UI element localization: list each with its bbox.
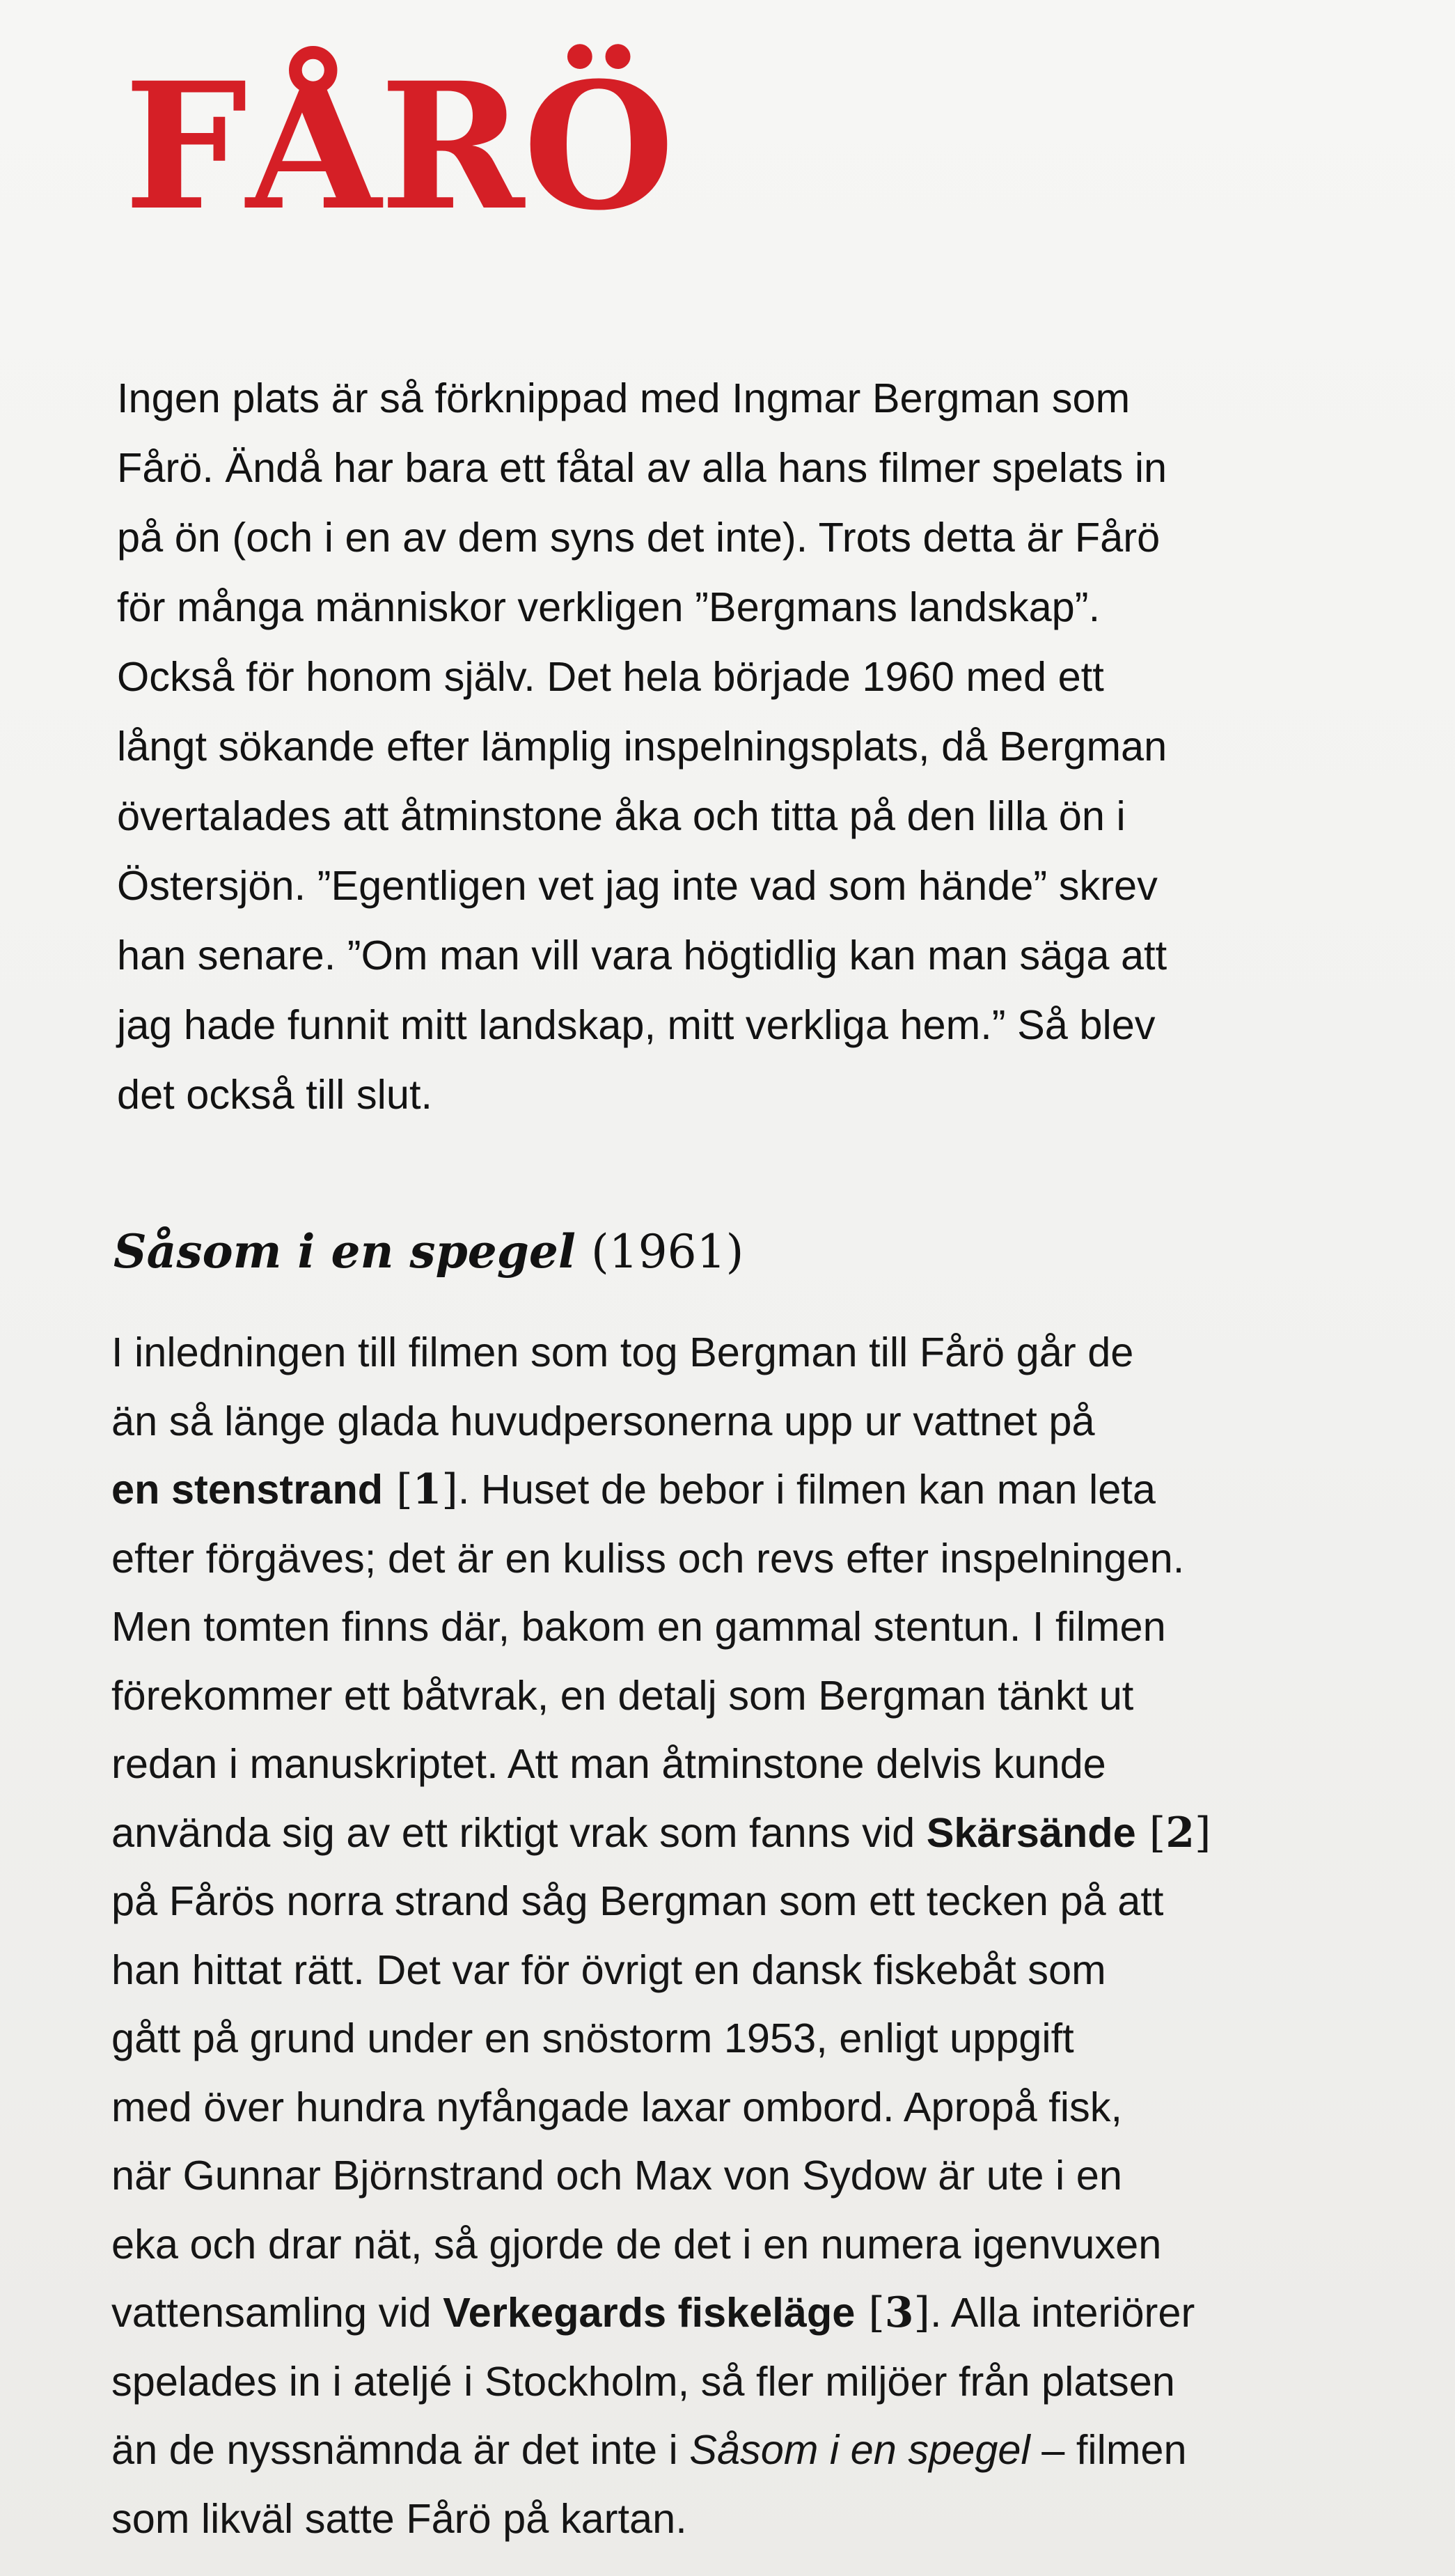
body-line: en stenstrand [1]. Huset de bebor i filmen kan man leta <box>111 1465 1156 1514</box>
body-line: med över hundra nyfångade laxar ombord. Apropå fisk, <box>111 2083 1122 2130</box>
intro-line: han senare. ”Om man vill vara högtidlig kan man säga att <box>117 932 1167 978</box>
body-line: I inledningen till filmen som tog Bergman till Fårö går de <box>111 1329 1134 1375</box>
intro-paragraph <box>117 364 1426 1130</box>
body-line: vattensamling vid Verkegards fiskeläge [3]. Alla interiörer <box>111 2288 1195 2337</box>
body-line: efter förgäves; det är en kuliss och revs efter inspelningen. <box>111 1534 1185 1582</box>
intro-line: Också för honom själv. Det hela började 1960 med ett <box>117 653 1104 700</box>
body-line: än så länge glada huvudpersonerna upp ur vattnet på <box>111 1397 1095 1444</box>
map-ref-3: [3] <box>855 2288 930 2337</box>
body-line: gått på grund under en snöstorm 1953, enligt uppgift <box>111 2015 1074 2061</box>
map-ref-1: [1] <box>383 1465 458 1514</box>
intro-line: långt sökande efter lämplig inspelningsplats, då Bergman <box>117 723 1167 770</box>
body-line: på Fårös norra strand såg Bergman som ett tecken på att <box>111 1878 1164 1924</box>
film-year: (1961) <box>590 1225 744 1279</box>
place-name-verkegards: Verkegards fiskeläge <box>443 2289 856 2336</box>
body-line: än de nyssnämnda är det inte i Såsom i en spegel – filmen <box>111 2426 1187 2473</box>
section-heading <box>113 1224 744 1279</box>
page-title: FÅRÖ <box>124 44 673 249</box>
body-line: som likväl satte Fårö på kartan. <box>111 2495 687 2542</box>
body-line: när Gunnar Björnstrand och Max von Sydow är ute i en <box>111 2152 1122 2199</box>
place-name-skarsande: Skärsände <box>926 1809 1136 1856</box>
body-line: förekommer ett båtvrak, en detalj som Bergman tänkt ut <box>111 1671 1134 1719</box>
intro-line: på ön (och i en av dem syns det inte). Trots detta är Fårö <box>117 514 1161 561</box>
body-line: spelades in i ateljé i Stockholm, så fler miljöer från platsen <box>111 2357 1175 2405</box>
body-line: använda sig av ett riktigt vrak som fanns vid Skärsände [2] <box>111 1808 1211 1857</box>
film-title: Såsom i en spegel <box>113 1224 576 1279</box>
map-ref-2: [2] <box>1135 1808 1211 1857</box>
body-line: han hittat rätt. Det var för övrigt en dansk fiskebåt som <box>111 1946 1106 1993</box>
place-name-stenstrand: en stenstrand <box>111 1466 384 1513</box>
intro-line: Ingen plats är så förknippad med Ingmar Bergman som <box>117 375 1131 421</box>
film-title-inline: Såsom i en spegel <box>689 2426 1030 2473</box>
intro-line: det också till slut. <box>117 1071 433 1118</box>
intro-line: för många människor verkligen ”Bergmans landskap”. <box>117 584 1101 630</box>
intro-line: jag hade funnit mitt landskap, mitt verkliga hem.” Så blev <box>117 1001 1156 1048</box>
section-body <box>111 1318 1434 2553</box>
body-line: redan i manuskriptet. Att man åtminstone delvis kunde <box>111 1740 1106 1787</box>
body-line: eka och drar nät, så gjorde de det i en numera igenvuxen <box>111 2220 1162 2267</box>
body-line: Men tomten finns där, bakom en gammal stentun. I filmen <box>111 1603 1166 1650</box>
intro-line: Östersjön. ”Egentligen vet jag inte vad som hände” skrev <box>117 862 1158 909</box>
intro-line: Fårö. Ändå har bara ett fåtal av alla hans filmer spelats in <box>117 444 1167 491</box>
intro-line: övertalades att åtminstone åka och titta på den lilla ön i <box>117 793 1126 839</box>
